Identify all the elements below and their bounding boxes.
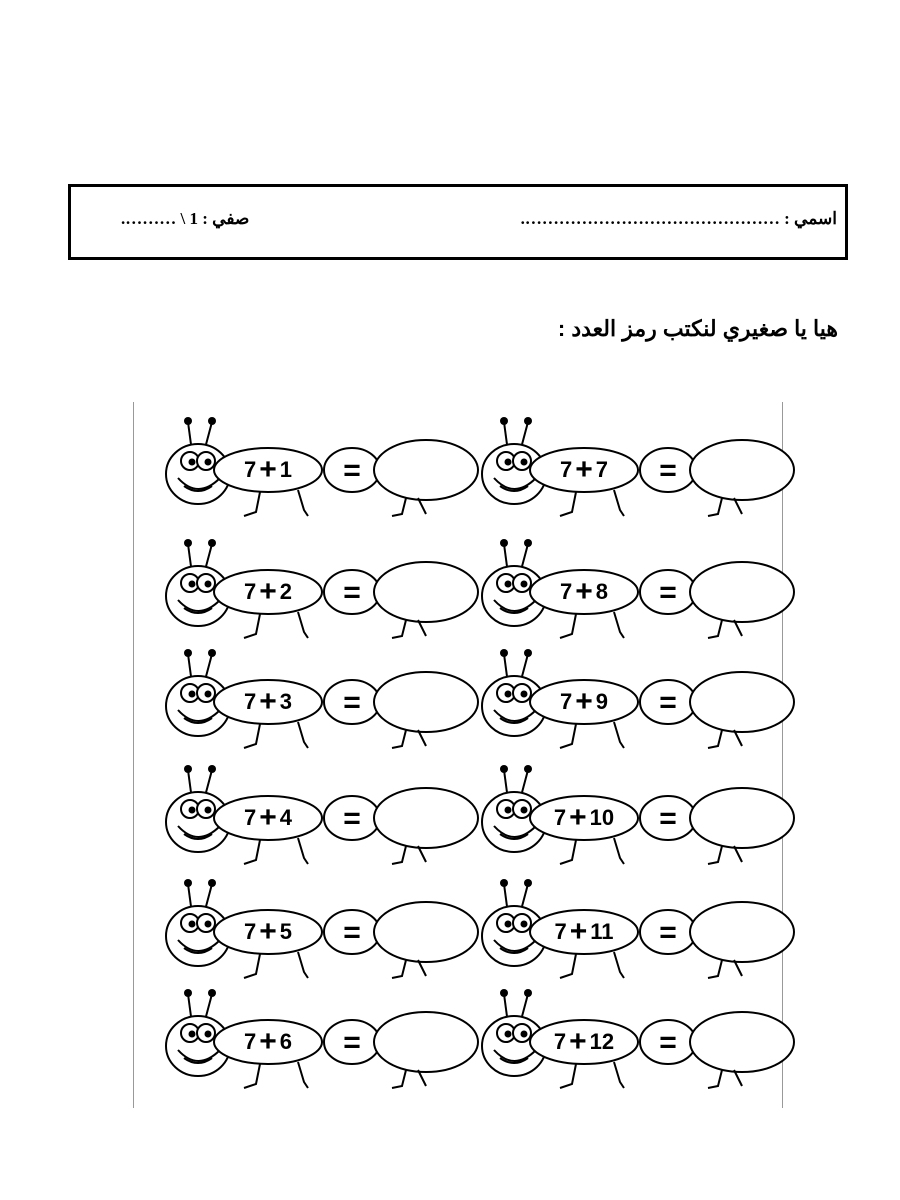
plus-sign: + (259, 915, 277, 948)
ant-problem-10 (464, 866, 794, 986)
equals-sign: = (343, 454, 361, 487)
plus-sign: + (259, 575, 277, 608)
name-dots: ………………………………………. (520, 209, 780, 228)
ant-problem-7 (148, 752, 478, 872)
plus-sign: + (259, 685, 277, 718)
addition-expression (214, 1022, 322, 1062)
class-dots: ………. (121, 209, 177, 228)
addition-expression (530, 572, 638, 612)
left-number: 7 (243, 919, 257, 944)
addition-expression (530, 1022, 638, 1062)
right-number: 8 (595, 579, 609, 604)
addition-expression (214, 572, 322, 612)
equals-sign: = (659, 802, 677, 835)
name-label: اسمي : (784, 209, 837, 228)
plus-sign: + (259, 453, 277, 486)
left-number: 7 (243, 805, 257, 830)
plus-sign: + (569, 915, 588, 948)
left-number: 7 (553, 1029, 567, 1054)
right-number: 10 (589, 805, 615, 830)
equals-sign: = (659, 1026, 677, 1059)
right-number: 4 (279, 805, 293, 830)
plus-sign: + (569, 801, 587, 834)
equals-sign: = (343, 802, 361, 835)
left-number: 7 (243, 689, 257, 714)
ant-problem-4 (464, 526, 794, 646)
left-number: 7 (559, 457, 573, 482)
right-number: 11 (590, 919, 614, 944)
left-number: 7 (243, 1029, 257, 1054)
ant-problem-2 (464, 404, 794, 524)
instruction-text: هيا يا صغيري لنكتب رمز العدد : (557, 316, 838, 341)
class-field[interactable] (121, 209, 249, 229)
equals-sign: = (659, 454, 677, 487)
plus-sign: + (569, 1025, 587, 1058)
ant-problem-1 (148, 404, 478, 524)
ant-problem-3 (148, 526, 478, 646)
right-number: 2 (279, 579, 293, 604)
equals-sign: = (659, 686, 677, 719)
student-info-box (68, 184, 848, 260)
equals-sign: = (343, 916, 361, 949)
plus-sign: + (575, 685, 593, 718)
equals-sign: = (343, 686, 361, 719)
addition-expression (530, 450, 638, 490)
addition-expression (214, 682, 322, 722)
name-field[interactable] (521, 209, 837, 229)
ant-problem-12 (464, 976, 794, 1096)
ant-problem-5 (148, 636, 478, 756)
left-number: 7 (559, 689, 573, 714)
plus-sign: + (575, 453, 593, 486)
ant-problem-8 (464, 752, 794, 872)
class-label: صفي : 1 \ (180, 209, 250, 228)
right-number: 5 (279, 919, 293, 944)
right-number: 9 (595, 689, 609, 714)
addition-expression (214, 912, 322, 952)
addition-expression (530, 798, 638, 838)
plus-sign: + (575, 575, 593, 608)
right-number: 3 (279, 689, 293, 714)
plus-sign: + (259, 801, 277, 834)
left-number: 7 (243, 457, 257, 482)
equals-sign: = (343, 576, 361, 609)
left-number: 7 (559, 579, 573, 604)
addition-expression (214, 798, 322, 838)
equals-sign: = (659, 576, 677, 609)
right-number: 7 (595, 457, 609, 482)
right-number: 1 (279, 457, 293, 482)
ant-problem-9 (148, 866, 478, 986)
equals-sign: = (659, 916, 677, 949)
left-number: 7 (554, 919, 567, 944)
plus-sign: + (259, 1025, 277, 1058)
left-number: 7 (243, 579, 257, 604)
addition-expression (214, 450, 322, 490)
left-number: 7 (553, 805, 567, 830)
ant-problem-11 (148, 976, 478, 1096)
addition-expression (530, 912, 638, 952)
addition-expression (530, 682, 638, 722)
equals-sign: = (343, 1026, 361, 1059)
ant-problem-6 (464, 636, 794, 756)
right-number: 12 (589, 1029, 615, 1054)
right-number: 6 (279, 1029, 293, 1054)
